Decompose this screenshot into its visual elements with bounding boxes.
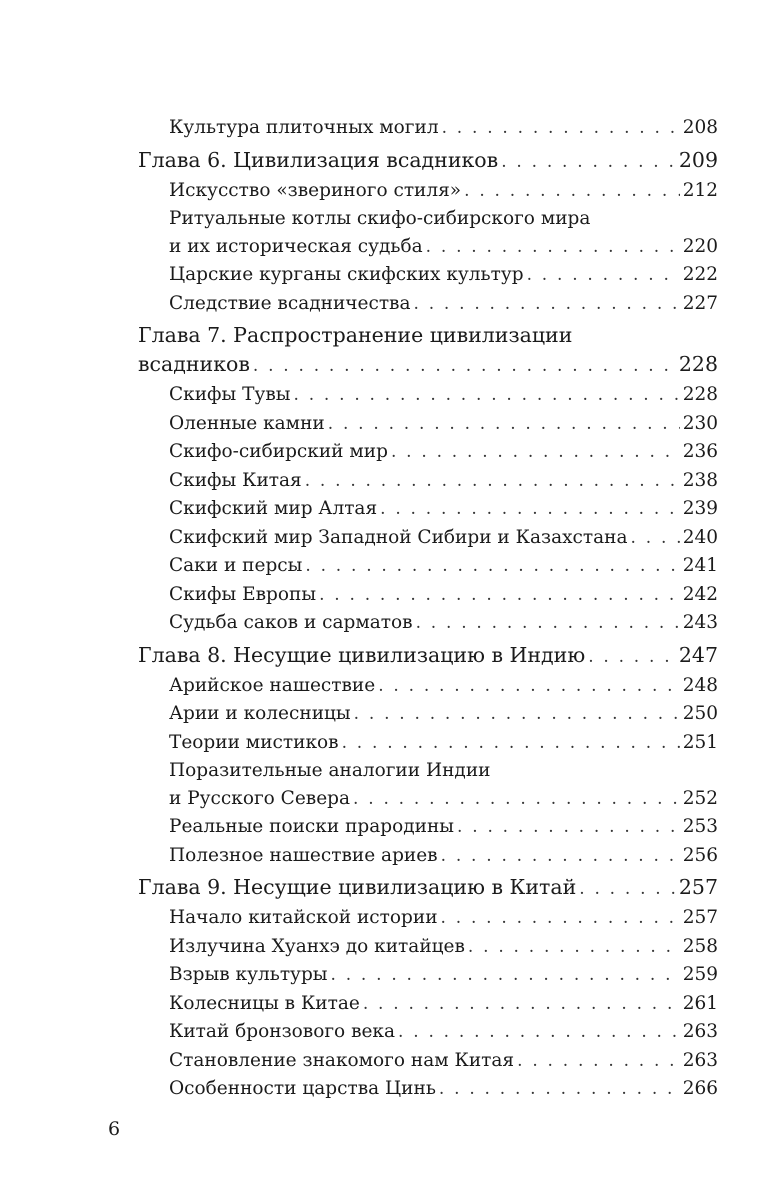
toc-section-entry bbox=[169, 757, 718, 813]
toc-entry-page: 248 bbox=[682, 674, 718, 696]
toc-section-entry bbox=[169, 729, 718, 758]
toc-entry-page: 259 bbox=[682, 964, 718, 985]
toc-chapter-page: 257 bbox=[678, 875, 718, 899]
toc-entry-title: Скифы Тувы bbox=[169, 384, 291, 405]
toc-dot-leader bbox=[579, 875, 676, 904]
toc-entry-title: Царские курганы скифских культур bbox=[169, 264, 524, 285]
toc-section-entry bbox=[169, 700, 718, 729]
toc-entry-title: Китай бронзового века bbox=[169, 1021, 396, 1042]
toc-dot-leader bbox=[501, 148, 676, 177]
toc-dot-leader bbox=[294, 382, 680, 410]
toc-entry-page: 263 bbox=[682, 1021, 718, 1042]
toc-dot-leader bbox=[363, 991, 680, 1019]
toc-chapter-entry bbox=[138, 641, 718, 672]
toc-dot-leader bbox=[328, 411, 680, 439]
toc-section-entry bbox=[169, 1018, 718, 1047]
toc-entry-title: Арийское нашествие bbox=[169, 674, 376, 696]
page-number: 6 bbox=[108, 1118, 121, 1140]
toc-entry-title: Искусство «звериного стиля» bbox=[169, 179, 462, 201]
toc-section-entry bbox=[169, 205, 718, 261]
toc-dot-leader bbox=[391, 439, 680, 467]
toc-section-entry bbox=[169, 524, 718, 553]
toc-dot-leader bbox=[416, 610, 680, 638]
toc-chapter-page: 247 bbox=[678, 642, 718, 667]
toc-section-entry bbox=[169, 904, 718, 933]
toc-entry-page: 250 bbox=[682, 703, 718, 724]
toc-entry-page: 208 bbox=[682, 117, 718, 138]
toc-dot-leader bbox=[342, 730, 680, 758]
toc-entry-page: 251 bbox=[682, 731, 718, 753]
toc-entry-title: Излучина Хуанхэ до китайцев bbox=[169, 935, 465, 957]
toc-dot-leader bbox=[464, 178, 680, 206]
toc-entry-title-line1: Ритуальные котлы скифо-сибирского мира bbox=[169, 208, 591, 229]
toc-entry-title: Начало китайской истории bbox=[169, 907, 438, 928]
toc-entry-title: Саки и персы bbox=[169, 555, 303, 576]
toc-dot-leader bbox=[380, 496, 680, 524]
toc-entry-page: 263 bbox=[682, 1049, 718, 1071]
toc-entry-page: 236 bbox=[682, 441, 718, 462]
toc-chapter-title: Глава 8. Несущие цивилизацию в Индию bbox=[138, 642, 586, 667]
toc-entry-title: и Русского Севера bbox=[169, 787, 351, 809]
toc-entry-page: 228 bbox=[682, 384, 718, 405]
toc-entry-page: 258 bbox=[682, 935, 718, 957]
toc-chapter-title: Глава 6. Цивилизация всадников bbox=[138, 147, 499, 172]
toc-section-entry bbox=[169, 813, 718, 842]
toc-entry-page: 212 bbox=[682, 179, 718, 201]
toc-entry-title: Скифы Европы bbox=[169, 583, 317, 605]
toc-entry-title: Арии и колесницы bbox=[169, 703, 351, 724]
toc-section-entry bbox=[169, 552, 718, 581]
toc-entry-title: и их историческая судьба bbox=[169, 235, 423, 257]
toc-section-entry bbox=[169, 495, 718, 524]
toc-dot-leader bbox=[439, 1076, 680, 1104]
toc-entry-title: Следствие всадничества bbox=[169, 292, 411, 314]
toc-entry-title: Скифы Китая bbox=[169, 469, 302, 491]
toc-chapter-page: 228 bbox=[678, 352, 718, 376]
toc-entry-title: Скифо-сибирский мир bbox=[169, 441, 388, 462]
toc-section-entry bbox=[169, 290, 718, 319]
toc-section-entry bbox=[169, 261, 718, 290]
toc-entry-page: 227 bbox=[682, 292, 718, 314]
toc-section-entry bbox=[169, 1047, 718, 1076]
toc-section-entry bbox=[169, 990, 718, 1019]
toc-entry-title: Оленные камни bbox=[169, 412, 325, 434]
toc-dot-leader bbox=[517, 1048, 680, 1076]
toc-entry-page: 230 bbox=[682, 412, 718, 434]
toc-chapter-entry bbox=[138, 146, 718, 177]
toc-entry-title: Культура плиточных могил bbox=[169, 117, 439, 138]
toc-section-entry bbox=[169, 177, 718, 206]
toc-section-entry bbox=[169, 581, 718, 610]
toc-entry-title: Становление знакомого нам Китая bbox=[169, 1049, 515, 1071]
toc-entry-title: Колесницы в Китае bbox=[169, 992, 360, 1014]
toc-section-entry bbox=[169, 609, 718, 638]
toc-dot-leader bbox=[331, 962, 680, 990]
toc-dot-leader bbox=[631, 525, 680, 553]
toc-entry-title: Взрыв культуры bbox=[169, 964, 328, 985]
toc-entry-title: Скифский мир Алтая bbox=[169, 498, 378, 519]
toc-dot-leader bbox=[588, 643, 676, 672]
toc-entry-title: Особенности царства Цинь bbox=[169, 1078, 436, 1099]
toc-entry-page: 240 bbox=[682, 526, 718, 548]
toc-entry-title: Теории мистиков bbox=[169, 731, 339, 753]
toc-entry-title-line1: Поразительные аналогии Индии bbox=[169, 760, 491, 781]
toc-entry-page: 261 bbox=[682, 992, 718, 1014]
toc-chapter-title: Глава 9. Несущие цивилизацию в Китай bbox=[138, 875, 577, 899]
toc-dot-leader bbox=[253, 352, 676, 381]
toc-dot-leader bbox=[305, 468, 680, 496]
toc-entry-page: 266 bbox=[682, 1078, 718, 1099]
toc-chapter-page: 209 bbox=[678, 147, 718, 172]
toc-entry-page: 253 bbox=[682, 816, 718, 837]
toc-dot-leader bbox=[354, 701, 680, 729]
toc-entry-title: Судьба саков и сарматов bbox=[169, 612, 413, 633]
toc-entry-page: 257 bbox=[682, 907, 718, 928]
toc-dot-leader bbox=[468, 934, 680, 962]
toc-section-entry bbox=[169, 467, 718, 496]
toc-dot-leader bbox=[442, 115, 680, 143]
toc-section-entry bbox=[169, 1075, 718, 1104]
toc-dot-leader bbox=[398, 1019, 680, 1047]
toc-section-entry bbox=[169, 410, 718, 439]
toc-dot-leader bbox=[305, 553, 679, 581]
toc-dot-leader bbox=[441, 905, 680, 933]
toc-section-entry bbox=[169, 672, 718, 701]
toc-chapter-title: всадников bbox=[138, 352, 250, 376]
toc-entry-page: 242 bbox=[682, 583, 718, 605]
toc-section-entry bbox=[169, 933, 718, 962]
toc-chapter-title-line1: Глава 7. Распространение цивилизации bbox=[138, 323, 573, 347]
table-of-contents bbox=[138, 114, 718, 1104]
toc-entry-title: Реальные поиски прародины bbox=[169, 816, 455, 837]
toc-entry-title: Полезное нашествие ариев bbox=[169, 844, 438, 866]
toc-dot-leader bbox=[319, 582, 680, 610]
toc-dot-leader bbox=[441, 843, 680, 871]
toc-entry-page: 241 bbox=[682, 555, 718, 576]
toc-section-entry bbox=[169, 842, 718, 871]
toc-entry-page: 238 bbox=[682, 469, 718, 491]
toc-entry-page: 252 bbox=[682, 787, 718, 809]
toc-entry-page: 239 bbox=[682, 498, 718, 519]
toc-entry-page: 256 bbox=[682, 844, 718, 866]
toc-dot-leader bbox=[378, 673, 679, 701]
toc-section-entry bbox=[169, 381, 718, 410]
toc-entry-page: 222 bbox=[682, 264, 718, 285]
toc-dot-leader bbox=[426, 234, 680, 262]
toc-chapter-entry bbox=[138, 321, 718, 381]
toc-entry-page: 243 bbox=[682, 612, 718, 633]
toc-dot-leader bbox=[353, 786, 680, 814]
toc-section-entry bbox=[169, 114, 718, 143]
toc-dot-leader bbox=[527, 262, 680, 290]
toc-chapter-entry bbox=[138, 873, 718, 904]
toc-entry-page: 220 bbox=[682, 235, 718, 257]
toc-dot-leader bbox=[414, 291, 680, 319]
toc-section-entry bbox=[169, 438, 718, 467]
toc-entry-title: Скифский мир Западной Сибири и Казахстана bbox=[169, 526, 628, 548]
toc-section-entry bbox=[169, 961, 718, 990]
toc-dot-leader bbox=[457, 814, 680, 842]
